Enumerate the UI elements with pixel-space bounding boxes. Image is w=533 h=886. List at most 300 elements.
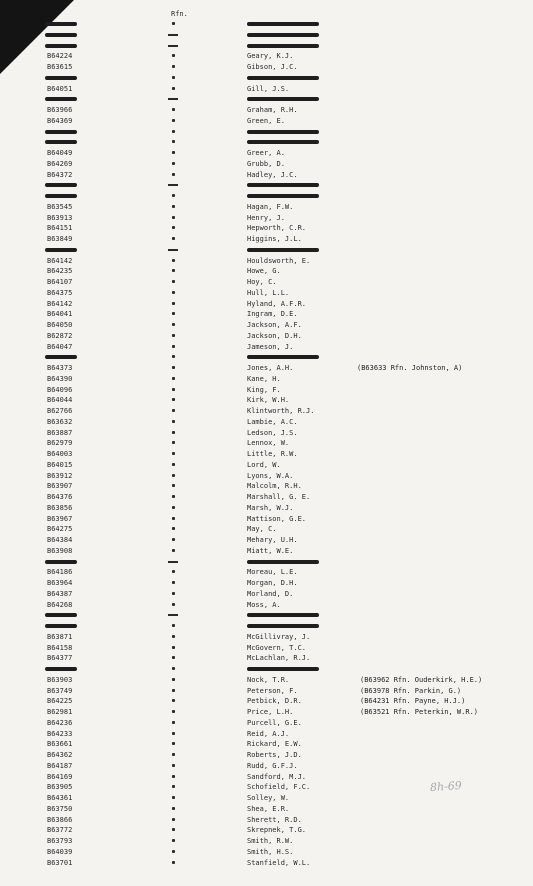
service-number: B64233 — [47, 729, 73, 738]
name-strikeout — [247, 194, 319, 198]
dot-mark — [172, 818, 175, 821]
soldier-name: Hoy, C. — [247, 278, 277, 286]
struck-row — [0, 191, 533, 201]
service-number: B64142 — [47, 256, 73, 265]
struck-row — [0, 557, 533, 567]
dot-mark — [172, 441, 175, 444]
soldier-name: Higgins, J.L. — [247, 235, 302, 243]
replacement-note: (B63962 Rfn. Ouderkirk, H.E.) — [360, 675, 483, 684]
roll-row — [0, 449, 533, 459]
soldier-name: Marsh, W.J. — [247, 503, 294, 512]
service-number: B64049 — [47, 149, 73, 157]
service-number: B63793 — [47, 837, 73, 845]
service-number: B64003 — [47, 450, 73, 458]
soldier-name: Kirk, W.H. — [247, 396, 290, 405]
number-strikeout — [45, 667, 77, 671]
roll-row — [0, 471, 533, 481]
soldier-name: Rickard, E.W. — [247, 740, 302, 749]
roll-row — [0, 234, 533, 244]
roll-row — [0, 385, 533, 395]
dot-mark — [172, 398, 175, 401]
soldier-name: Stanfield, W.L. — [247, 858, 311, 867]
roll-row — [0, 213, 533, 223]
roll-row — [0, 320, 533, 330]
dot-mark — [172, 807, 175, 810]
soldier-name: Miatt, W.E. — [247, 546, 294, 555]
dot-mark — [172, 409, 175, 412]
dot-mark — [172, 194, 175, 197]
dot-mark — [172, 624, 175, 627]
service-number: B63871 — [47, 632, 73, 641]
roll-row — [0, 514, 533, 524]
service-number: B63661 — [47, 740, 73, 749]
soldier-name: Mehary, U.H. — [247, 536, 298, 544]
service-number: B64151 — [47, 224, 73, 233]
roll-row — [0, 578, 533, 588]
service-number: B62766 — [47, 407, 73, 415]
name-strikeout — [247, 140, 319, 144]
rank-header: Rfn. — [171, 10, 188, 18]
dot-mark — [172, 280, 175, 283]
dash-mark — [168, 561, 178, 563]
soldier-name: Kane, H. — [247, 374, 281, 383]
service-number: B64362 — [47, 751, 73, 759]
number-strikeout — [45, 22, 77, 26]
service-number: B64372 — [47, 170, 73, 179]
roll-row — [0, 653, 533, 663]
dot-mark — [172, 495, 175, 498]
replacement-note: (B64231 Rfn. Payne, H.J.) — [360, 697, 466, 706]
roll-row — [0, 62, 533, 72]
struck-row — [0, 664, 533, 674]
service-number: B64050 — [47, 321, 73, 329]
roll-row — [0, 546, 533, 556]
struck-row — [0, 610, 533, 620]
roll-row — [0, 170, 533, 180]
number-strikeout — [45, 44, 77, 48]
dot-mark — [172, 775, 175, 778]
number-strikeout — [45, 248, 77, 252]
service-number: B64224 — [47, 52, 73, 61]
number-strikeout — [45, 355, 77, 359]
service-number: B64047 — [47, 342, 73, 351]
roll-row — [0, 417, 533, 427]
soldier-name: Skrepnek, T.G. — [247, 826, 307, 835]
service-number: B63967 — [47, 514, 73, 523]
dot-mark — [172, 839, 175, 842]
dash-mark — [168, 184, 178, 186]
roll-row — [0, 492, 533, 502]
service-number: B62981 — [47, 708, 73, 716]
soldier-name: Moreau, L.E. — [247, 568, 298, 577]
soldier-name: Malcolm, R.H. — [247, 482, 302, 491]
roll-row — [0, 825, 533, 835]
dot-mark — [172, 753, 175, 756]
soldier-name: Greer, A. — [247, 149, 285, 157]
soldier-name: Graham, R.H. — [247, 106, 298, 114]
service-number: B64268 — [47, 600, 73, 609]
number-strikeout — [45, 33, 77, 37]
soldier-name: Nock, T.R. — [247, 675, 290, 684]
roll-row — [0, 793, 533, 803]
roll-row — [0, 503, 533, 513]
roll-row — [0, 524, 533, 534]
service-number: B63908 — [47, 546, 73, 555]
service-number: B63632 — [47, 417, 73, 426]
soldier-name: Green, E. — [247, 116, 285, 125]
service-number: B64390 — [47, 374, 73, 383]
soldier-name: Klintworth, R.J. — [247, 407, 315, 415]
dot-mark — [172, 431, 175, 434]
roll-row — [0, 567, 533, 577]
service-number: B64377 — [47, 654, 73, 663]
number-strikeout — [45, 613, 77, 617]
soldier-name: Gill, J.S. — [247, 84, 290, 93]
service-number: B63887 — [47, 428, 73, 437]
dot-mark — [172, 65, 175, 68]
number-strikeout — [45, 624, 77, 628]
dot-mark — [172, 366, 175, 369]
roll-row — [0, 256, 533, 266]
name-strikeout — [247, 248, 319, 252]
service-number: B64107 — [47, 278, 73, 286]
service-number: B63964 — [47, 579, 73, 587]
service-number: B64373 — [47, 364, 73, 372]
service-number: B64225 — [47, 697, 73, 706]
dot-mark — [172, 226, 175, 229]
dot-mark — [172, 828, 175, 831]
struck-row — [0, 94, 533, 104]
soldier-name: Lord, W. — [247, 460, 281, 469]
roll-row — [0, 51, 533, 61]
soldier-name: Purcell, G.E. — [247, 718, 302, 727]
roll-row — [0, 836, 533, 846]
soldier-name: Henry, J. — [247, 213, 285, 222]
soldier-name: Jameson, J. — [247, 342, 294, 351]
service-number: B64169 — [47, 772, 73, 781]
dot-mark — [172, 237, 175, 240]
service-number: B64186 — [47, 568, 73, 577]
soldier-name: Moss, A. — [247, 600, 281, 609]
pencil-mark: 8h-69 — [429, 778, 463, 795]
soldier-name: McLachlan, R.J. — [247, 654, 311, 663]
name-strikeout — [247, 560, 319, 564]
roll-row — [0, 84, 533, 94]
roll-row — [0, 761, 533, 771]
soldier-name: Howe, G. — [247, 267, 281, 276]
dot-mark — [172, 345, 175, 348]
roll-row — [0, 632, 533, 642]
dash-mark — [168, 34, 178, 36]
service-number: B64044 — [47, 396, 73, 405]
soldier-name: Hepworth, C.R. — [247, 224, 307, 233]
name-strikeout — [247, 667, 319, 671]
roll-row — [0, 815, 533, 825]
service-number: B64158 — [47, 643, 73, 652]
service-number: B64361 — [47, 794, 73, 802]
dot-mark — [172, 388, 175, 391]
service-number: B63903 — [47, 675, 73, 684]
soldier-name: Solley, W. — [247, 794, 290, 802]
number-strikeout — [45, 194, 77, 198]
dash-mark — [168, 98, 178, 100]
service-number: B63905 — [47, 783, 73, 792]
roll-row — [0, 331, 533, 341]
service-number: B64369 — [47, 116, 73, 125]
soldier-name: Sherett, R.D. — [247, 815, 302, 824]
service-number: B63913 — [47, 213, 73, 222]
dot-mark — [172, 312, 175, 315]
dot-mark — [172, 850, 175, 853]
name-strikeout — [247, 613, 319, 617]
soldier-name: Hull, L.L. — [247, 288, 290, 297]
roll-row — [0, 643, 533, 653]
dot-mark — [172, 108, 175, 111]
service-number: B63545 — [47, 202, 73, 211]
soldier-name: Little, R.W. — [247, 450, 298, 458]
soldier-name: Roberts, J.D. — [247, 751, 302, 759]
service-number: B64051 — [47, 84, 73, 93]
roll-row — [0, 804, 533, 814]
soldier-name: Jones, A.H. — [247, 364, 294, 372]
dot-mark — [172, 603, 175, 606]
dash-mark — [168, 45, 178, 47]
dot-mark — [172, 527, 175, 530]
soldier-name: Sandford, M.J. — [247, 772, 307, 781]
dot-mark — [172, 732, 175, 735]
name-strikeout — [247, 624, 319, 628]
roll-row — [0, 223, 533, 233]
soldier-name: Lambie, A.C. — [247, 417, 298, 426]
dot-mark — [172, 216, 175, 219]
dot-mark — [172, 581, 175, 584]
roll-row — [0, 374, 533, 384]
roll-row — [0, 299, 533, 309]
dot-mark — [172, 742, 175, 745]
roll-row — [0, 481, 533, 491]
roll-row — [0, 277, 533, 287]
dot-mark — [172, 130, 175, 133]
struck-row — [0, 41, 533, 51]
soldier-name: Peterson, F. — [247, 686, 298, 695]
dot-mark — [172, 87, 175, 90]
soldier-name: Lennox, W. — [247, 439, 290, 448]
number-strikeout — [45, 76, 77, 80]
soldier-name: Hagan, F.W. — [247, 202, 294, 211]
service-number: B63912 — [47, 471, 73, 480]
service-number: B64236 — [47, 718, 73, 727]
service-number: B63615 — [47, 63, 73, 71]
soldier-name: Ingram, D.E. — [247, 310, 298, 319]
dash-mark — [168, 614, 178, 616]
roll-row — [0, 750, 533, 760]
service-number: B64375 — [47, 288, 73, 297]
roll-row — [0, 159, 533, 169]
service-number: B62872 — [47, 331, 73, 340]
roll-row — [0, 460, 533, 470]
dot-mark — [172, 861, 175, 864]
dot-mark — [172, 538, 175, 541]
dot-mark — [172, 334, 175, 337]
roll-row — [0, 406, 533, 416]
struck-row — [0, 137, 533, 147]
name-strikeout — [247, 130, 319, 134]
soldier-name: Reid, A.J. — [247, 729, 290, 738]
name-strikeout — [247, 76, 319, 80]
replacement-note: (B63521 Rfn. Peterkin, W.R.) — [360, 708, 479, 716]
roll-row — [0, 342, 533, 352]
dot-mark — [172, 151, 175, 154]
soldier-name: Hyland, A.F.R. — [247, 299, 307, 308]
name-strikeout — [247, 97, 319, 101]
service-number: B64269 — [47, 159, 73, 168]
roll-row — [0, 589, 533, 599]
number-strikeout — [45, 183, 77, 187]
name-strikeout — [247, 22, 319, 26]
dot-mark — [172, 205, 175, 208]
roll-row — [0, 739, 533, 749]
dot-mark — [172, 710, 175, 713]
service-number: B63856 — [47, 503, 73, 512]
dot-mark — [172, 646, 175, 649]
dot-mark — [172, 259, 175, 262]
soldier-name: Price, L.H. — [247, 708, 294, 716]
service-number: B64187 — [47, 761, 73, 770]
service-number: B64041 — [47, 310, 73, 319]
dot-mark — [172, 506, 175, 509]
roll-row — [0, 116, 533, 126]
roll-row — [0, 600, 533, 610]
dot-mark — [172, 796, 175, 799]
dot-mark — [172, 162, 175, 165]
dot-mark — [172, 420, 175, 423]
soldier-name: McGillivray, J. — [247, 632, 311, 641]
roll-row — [0, 202, 533, 212]
struck-row — [0, 621, 533, 631]
service-number: B63750 — [47, 804, 73, 813]
service-number: B64384 — [47, 536, 73, 544]
soldier-name: Smith, H.S. — [247, 847, 294, 856]
roll-row — [0, 266, 533, 276]
replacement-note: (B63978 Rfn. Parkin, G.) — [360, 686, 462, 695]
struck-row — [0, 180, 533, 190]
number-strikeout — [45, 560, 77, 564]
soldier-name: Hadley, J.C. — [247, 170, 298, 179]
soldier-name: Lyons, W.A. — [247, 471, 294, 480]
dot-mark — [172, 54, 175, 57]
dot-mark — [172, 76, 175, 79]
roll-row — [0, 428, 533, 438]
service-number: B63966 — [47, 106, 73, 114]
dot-mark — [172, 474, 175, 477]
dot-mark — [172, 22, 175, 25]
dot-mark — [172, 355, 175, 358]
soldier-name: Jackson, A.F. — [247, 321, 302, 329]
dot-mark — [172, 463, 175, 466]
dot-mark — [172, 302, 175, 305]
soldier-name: Jackson, D.H. — [247, 331, 302, 340]
service-number: B64096 — [47, 385, 73, 394]
roll-row — [0, 288, 533, 298]
struck-row — [0, 30, 533, 40]
soldier-name: Mattison, G.E. — [247, 514, 307, 523]
dot-mark — [172, 656, 175, 659]
service-number: B64015 — [47, 460, 73, 469]
soldier-name: Morland, D. — [247, 589, 294, 598]
header-row — [0, 9, 533, 19]
service-number: B64376 — [47, 493, 73, 501]
soldier-name: Grubb, D. — [247, 159, 285, 168]
dot-mark — [172, 173, 175, 176]
roll-row — [0, 395, 533, 405]
dot-mark — [172, 764, 175, 767]
service-number: B63772 — [47, 826, 73, 835]
service-number: B64235 — [47, 267, 73, 276]
soldier-name: Houldsworth, E. — [247, 256, 311, 265]
soldier-name: Shea, E.R. — [247, 804, 290, 813]
roll-row — [0, 535, 533, 545]
dot-mark — [172, 678, 175, 681]
dot-mark — [172, 517, 175, 520]
soldier-name: Ledson, J.S. — [247, 428, 298, 437]
name-strikeout — [247, 183, 319, 187]
soldier-name: Schofield, F.C. — [247, 783, 311, 792]
dash-mark — [168, 249, 178, 251]
roll-row — [0, 148, 533, 158]
dot-mark — [172, 635, 175, 638]
roll-row — [0, 858, 533, 868]
dot-mark — [172, 452, 175, 455]
roll-row — [0, 309, 533, 319]
soldier-name: Smith, R.W. — [247, 837, 294, 845]
service-number: B63907 — [47, 482, 73, 491]
service-number: B62979 — [47, 439, 73, 448]
dot-mark — [172, 484, 175, 487]
service-number: B63749 — [47, 686, 73, 695]
roll-row — [0, 105, 533, 115]
dot-mark — [172, 785, 175, 788]
dot-mark — [172, 140, 175, 143]
service-number: B64142 — [47, 299, 73, 308]
service-number: B63866 — [47, 815, 73, 824]
struck-row — [0, 73, 533, 83]
roll-row — [0, 718, 533, 728]
soldier-name: May, C. — [247, 525, 277, 534]
soldier-name: Rudd, G.F.J. — [247, 761, 298, 770]
soldier-name: Geary, K.J. — [247, 52, 294, 61]
soldier-name: King, F. — [247, 385, 281, 394]
dot-mark — [172, 667, 175, 670]
name-strikeout — [247, 33, 319, 37]
roll-row — [0, 847, 533, 857]
replacement-note: (B63633 Rfn. Johnston, A) — [357, 364, 463, 372]
dot-mark — [172, 269, 175, 272]
dot-mark — [172, 592, 175, 595]
dot-mark — [172, 549, 175, 552]
name-strikeout — [247, 355, 319, 359]
struck-row — [0, 127, 533, 137]
service-number: B64387 — [47, 589, 73, 598]
service-number: B63849 — [47, 235, 73, 243]
roll-row — [0, 438, 533, 448]
dot-mark — [172, 721, 175, 724]
soldier-name: Morgan, D.H. — [247, 579, 298, 587]
soldier-name: Marshall, G. E. — [247, 493, 311, 501]
dot-mark — [172, 699, 175, 702]
number-strikeout — [45, 130, 77, 134]
dot-mark — [172, 377, 175, 380]
service-number: B64039 — [47, 847, 73, 856]
